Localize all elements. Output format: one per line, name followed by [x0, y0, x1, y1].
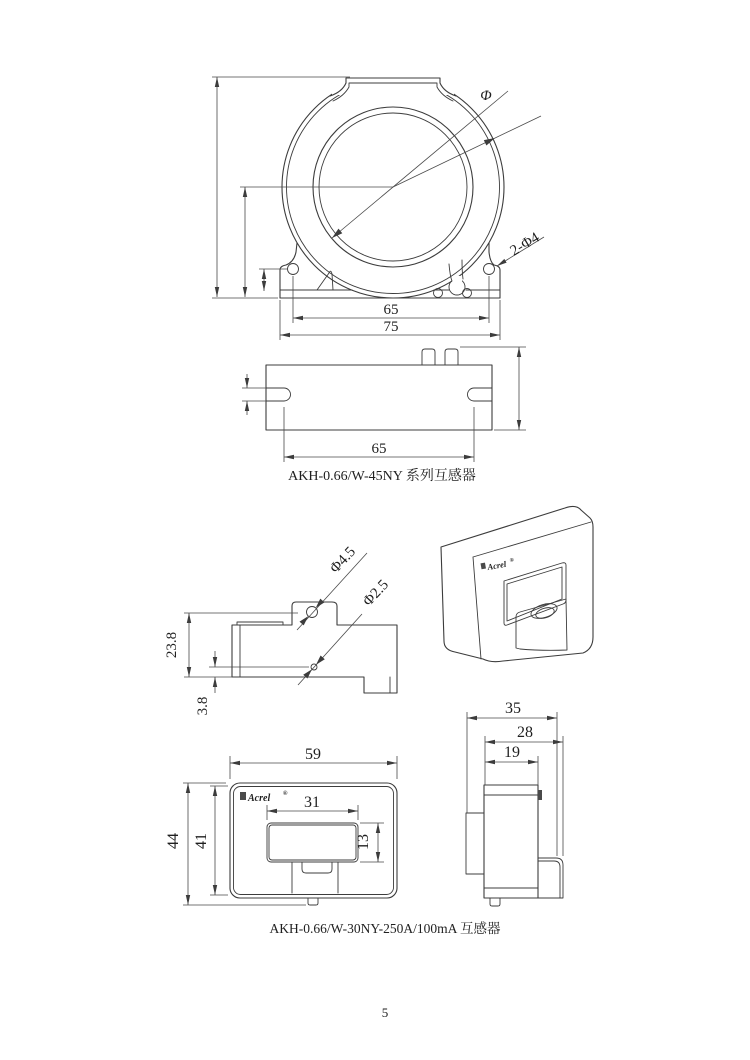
- akh-45ny-side-view: [266, 349, 492, 430]
- acrel-logo-mark-3d: [481, 563, 486, 570]
- body-height-extensions: [210, 786, 228, 895]
- front-hole-label: Φ2.5: [360, 576, 393, 610]
- 3d-face-edges: [473, 522, 591, 659]
- akh-30ny-front-view: [165, 746, 397, 905]
- acrel-logo-front: Acrel: [248, 793, 271, 804]
- profile-height-value: 23.8: [164, 631, 180, 659]
- acrel-reg-3d: ®: [509, 557, 515, 564]
- akh-30ny-profile-view: [164, 544, 397, 715]
- akh-30ny-side-view: [466, 700, 563, 906]
- width-value: 59: [305, 746, 321, 763]
- terminal-pin-1: [422, 349, 435, 365]
- front-window-outer: [267, 823, 358, 862]
- top-hole: [307, 607, 318, 618]
- akh-45ny-front-view: [280, 66, 504, 298]
- 3d-clamp-block: [516, 599, 567, 650]
- outer-diameter-leader: [393, 116, 541, 187]
- left-mount-hole: [288, 264, 299, 275]
- front-lower-ribs: [292, 862, 338, 893]
- 3d-window-outer: [504, 563, 566, 626]
- top-hole-arrow-2: [300, 616, 309, 625]
- mid-depth-extensions: [485, 736, 563, 856]
- terminal-pin-2: [445, 349, 458, 365]
- side-foot: [538, 858, 563, 898]
- drawing-30ny-caption: AKH-0.66/W-30NY-250A/100mA 互感器: [269, 921, 501, 936]
- side-bottom-pin: [490, 898, 500, 906]
- side-bands: [484, 795, 538, 888]
- front-bottom-pin: [308, 898, 318, 905]
- page-number: 5: [381, 1005, 389, 1020]
- side-body-2: [484, 785, 538, 898]
- slot-spacing-value: 65: [371, 441, 387, 457]
- left-extension-lines: [212, 77, 350, 298]
- akh-45ny-drawing: [212, 66, 544, 484]
- akh-45ny-side-dimensions: [242, 347, 526, 462]
- side-terminal-detail: [538, 790, 542, 800]
- akh-30ny-drawing: [164, 506, 593, 936]
- front-lower-tab: [302, 862, 332, 873]
- hole-spacing-value: 65: [383, 302, 399, 318]
- body-depth-value: 19: [504, 744, 520, 761]
- left-slot: [266, 388, 291, 401]
- top-hole-label: Φ4.5: [327, 543, 360, 577]
- body-height-value: 41: [193, 833, 210, 849]
- overall-depth-value: 35: [505, 700, 521, 717]
- mid-depth-value: 28: [517, 724, 533, 741]
- diameter-symbol-label: Φ: [480, 88, 492, 104]
- profile-height-extensions: [184, 613, 298, 677]
- outer-diameter-arrow: [484, 138, 495, 146]
- 3d-silhouette: [441, 506, 593, 661]
- side-body: [266, 365, 492, 430]
- top-hole-arrow-1: [316, 599, 325, 608]
- side-left-step: [466, 813, 484, 874]
- overall-height-value: 44: [165, 833, 182, 849]
- acrel-logo-mark-front: [240, 792, 246, 800]
- profile-inner-lines: [240, 625, 390, 693]
- window-height-value: 13: [355, 834, 372, 850]
- slot-height-extensions: [242, 388, 266, 401]
- base-width-value: 75: [383, 319, 399, 335]
- akh-30ny-3d-view: [441, 506, 593, 661]
- acrel-reg-front: ®: [283, 791, 288, 797]
- right-mount-hole: [484, 264, 495, 275]
- hole-offset-value: 3.8: [195, 696, 211, 716]
- mount-holes-label: 2-Φ4: [507, 229, 543, 260]
- keyhole-gap-mask: [452, 276, 462, 282]
- right-height-extensions: [460, 347, 526, 430]
- acrel-logo-3d: Acrel: [486, 558, 507, 572]
- overall-depth-extensions: [467, 712, 557, 856]
- inner-diameter-arrow: [332, 229, 342, 238]
- akh-45ny-front-dimensions: [212, 77, 544, 340]
- profile-outline: [232, 602, 397, 693]
- top-tab-mask: [332, 66, 454, 95]
- drawing-45ny-caption: AKH-0.66/W-45NY 系列互感器: [288, 469, 476, 484]
- front-window-inner: [269, 825, 356, 860]
- window-width-value: 31: [304, 794, 320, 811]
- inner-diameter-leader: [332, 91, 508, 238]
- right-slot: [468, 388, 492, 401]
